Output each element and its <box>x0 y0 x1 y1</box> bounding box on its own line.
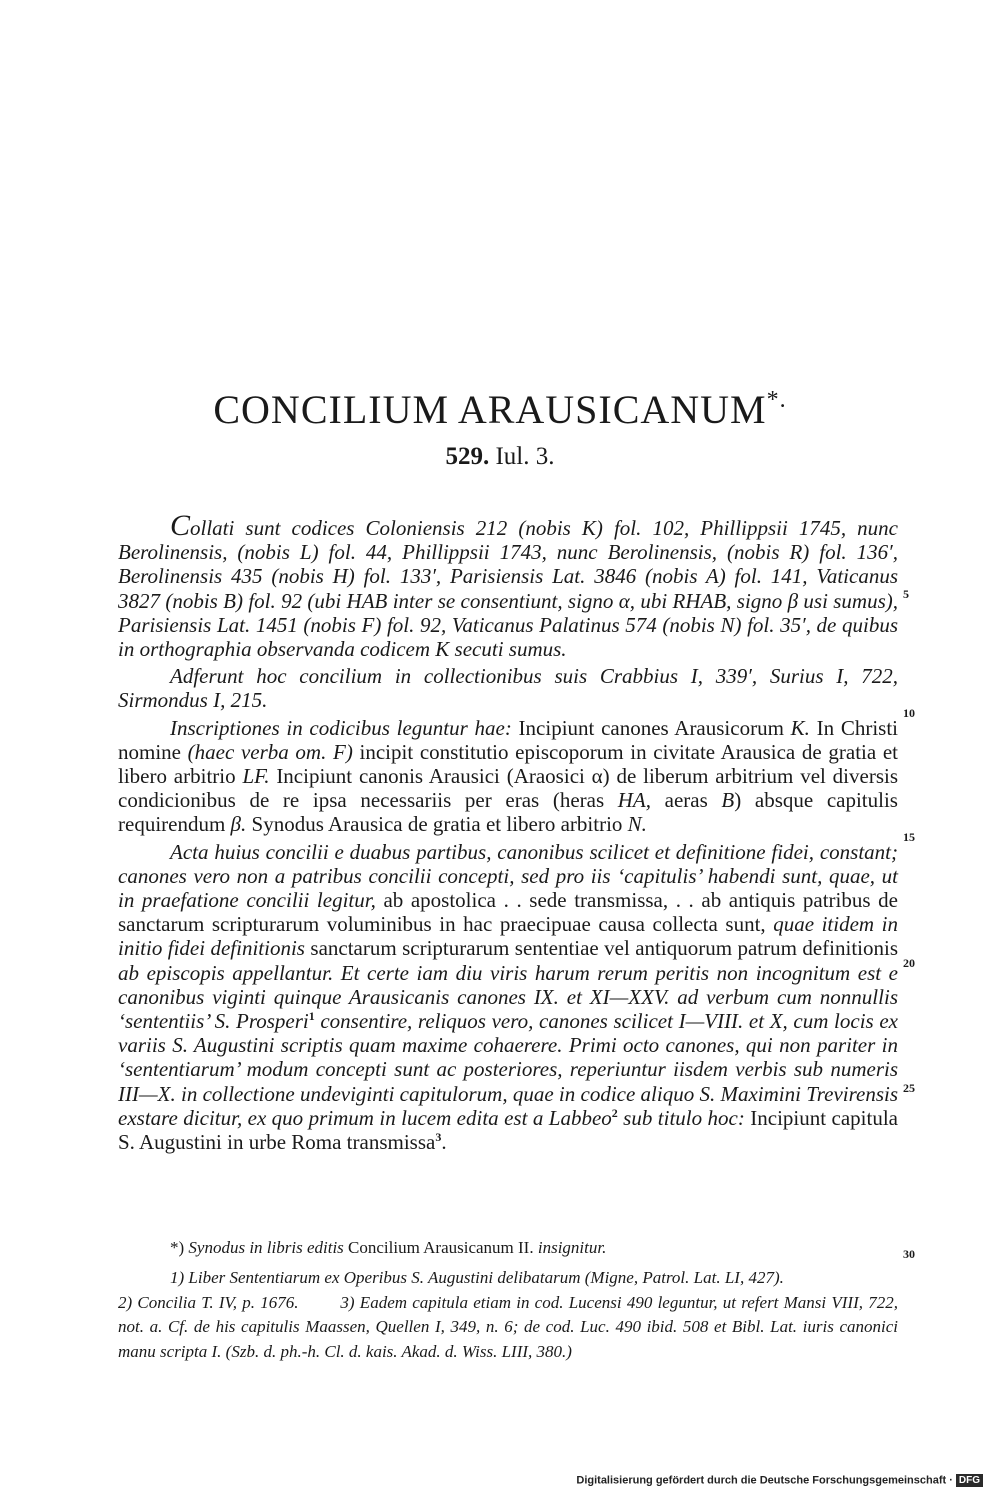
footer-text: Digitalisierung gefördert durch die Deutsche Forschungsgemeinschaft · <box>576 1474 953 1487</box>
footnote-2-3 <box>118 1291 903 1365</box>
inscr-i8: N. <box>627 812 647 837</box>
digitization-footer <box>576 1474 983 1487</box>
acta-i1: Acta huius concilii e duabus partibus, canonibus scilicet et definitione fidei, constant; canones vero non a patribus concilii concepti, sed pro iis ‘capitulis’ habendi sunt, quae, ut in praefatione concilii legitur, <box>118 839 898 913</box>
paragraph-editions <box>118 664 898 712</box>
title-footnote-mark: *. <box>766 387 787 413</box>
footnote-ref-3: 3 <box>435 1130 442 1145</box>
date-line <box>0 440 1000 474</box>
paragraph-codices-text: ollati sunt codices Coloniensis 212 (nobis K) fol. 102, Phillippsii 1745, nunc Berolinensis, (nobis L) fol. 44, Phillippsii 1743, nunc Berolinensis, (nobis R) fol. 136′, Berolinensis 435 (nobis H) fol. 133′, Parisiensis Lat. 3846 (nobis A) fol. 141, Vaticanus 3827 (nobis B) fol. 92 (ubi HAB inter se consentiunt, signo α, ubi RHAB, signo β usi sumus), Parisiensis Lat. 1451 (nobis F) fol. 92, Vaticanus Palatinus 574 (nobis N) fol. 35′, de quibus in orthographia observanda codicem K secuti sumus. <box>118 516 898 662</box>
inscr-t4: Incipiunt canonis Arausici (Araosici α) de liberum arbitrium vel diversis condicionibus de re ipsa necessariis per eras (heras <box>118 764 898 813</box>
footnote-ref-1: 1 <box>308 1009 315 1024</box>
inscr-t5: aeras <box>651 788 722 813</box>
acta-i3: ab episcopis appellantur. Et certe iam diu viris harum rerum peritis non incognitum est e canonibus viginti quinque Arausicanis canones IX. et XI—XXV. ad verbum cum nonnullis ‘sententiis’ S. Prosperi <box>118 960 898 1034</box>
inscr-i1: Inscriptiones in codicibus leguntur hae: <box>170 715 512 740</box>
footnote-ref-2: 2 <box>611 1105 618 1120</box>
paragraph-codices <box>118 509 898 662</box>
line-number: 25 <box>903 1081 915 1095</box>
page-title <box>0 382 1000 438</box>
inscr-i5: HA, <box>617 788 652 813</box>
footnote-star-t1: Concilium Arausicanum II. <box>343 1238 538 1257</box>
acta-t1: ab apostolica . . sede transmissa, . . ab antiquis patribus de sanctarum scripturarum voluminibus in hac praecipuae causa collecta sunt, <box>118 888 898 937</box>
acta-t3: Incipiunt capitula S. Augustini in urbe Roma transmissa <box>118 1105 898 1155</box>
footnotes <box>118 1266 903 1364</box>
line-number: 30 <box>903 1247 915 1261</box>
inscr-t6: ) absque capitulis requirendum <box>118 788 898 837</box>
date-month-day: Iul. 3. <box>489 443 555 470</box>
inscr-i3: (haec verba om. F) <box>187 739 353 764</box>
title-text: CONCILIUM ARAUSICANUM <box>213 387 767 432</box>
drop-cap: C <box>170 509 191 542</box>
inscr-t3: incipit constitutio episcoporum in civitate Arausica de gratia et libero arbitrio <box>118 739 898 789</box>
main-text <box>118 509 899 1157</box>
line-number: 5 <box>903 587 909 601</box>
acta-t4: . <box>441 1130 447 1155</box>
footnote-star-i1: Synodus in libris editis <box>188 1238 344 1257</box>
dfg-logo: DFG <box>956 1474 983 1487</box>
acta-i2: quae itidem in initio fidei definitionis <box>118 912 898 961</box>
footnote-star-mark: *) <box>170 1238 189 1257</box>
paragraph-inscriptiones <box>118 716 898 837</box>
inscr-i4: LF. <box>242 764 270 789</box>
footnote-star <box>118 1236 898 1261</box>
line-number: 10 <box>903 706 915 720</box>
inscr-t1: Incipiunt canones Arausicorum <box>511 715 791 740</box>
inscr-i6: B <box>721 788 735 813</box>
paragraph-acta <box>118 840 898 1155</box>
paragraph-editions-text: Adferunt hoc concilium in collectionibus suis Crabbius I, 339′, Surius I, 722, Sirmondus I, 215. <box>118 664 898 713</box>
line-number: 15 <box>903 830 915 844</box>
inscr-t7: Synodus Arausica de gratia et libero arbitrio <box>246 812 628 837</box>
acta-t2: sanctarum scripturarum sententiae vel antiquorum patrum definitionis <box>304 936 898 961</box>
inscr-i2: K. <box>790 715 810 740</box>
inscr-t2: In Christi nomine <box>118 715 899 764</box>
date-year: 529. <box>445 443 490 470</box>
footnote-2-3-text: 2) Concilia T. IV, p. 1676. 3) Eadem capitula etiam in cod. Lucensi 490 leguntur, ut refert Mansi VIII, 722, not. a. Cf. de his capitulis Maassen, Quellen I, 349, n. 6; de cod. Luc. 490 ibid. 508 et Bibl. Lat. iuris canonici manu scripta I. (Szb. d. ph.-h. Cl. d. kais. Akad. d. Wiss. LIII, 380.) <box>118 1292 903 1361</box>
line-number: 20 <box>903 956 915 970</box>
acta-i4: consentire, reliquos vero, canones scilicet I—VIII. et X, cum locis ex variis S. Augustini scriptis quam maxime cohaerere. Primi octo canones, qui non pariter in ‘sententiarum’ modum concepti sunt ac posteriores, reperiuntur iisdem verbis sub numeris III—X. in collectione undeviginti capitulorum, quae in codice aliquo S. Maximini Trevirensis exstare dicitur, ex quo primum in lucem edita est a Labbeo <box>118 1009 898 1130</box>
inscr-i7: β. <box>230 812 247 837</box>
footnote-1-text: 1) Liber Sententiarum ex Operibus S. Augustini delibatarum (Migne, Patrol. Lat. LI, 427). <box>170 1268 784 1287</box>
footnote-1 <box>118 1266 898 1291</box>
footnote-star-i2: insignitur. <box>537 1238 607 1257</box>
acta-i5: sub titulo hoc: <box>617 1105 745 1130</box>
